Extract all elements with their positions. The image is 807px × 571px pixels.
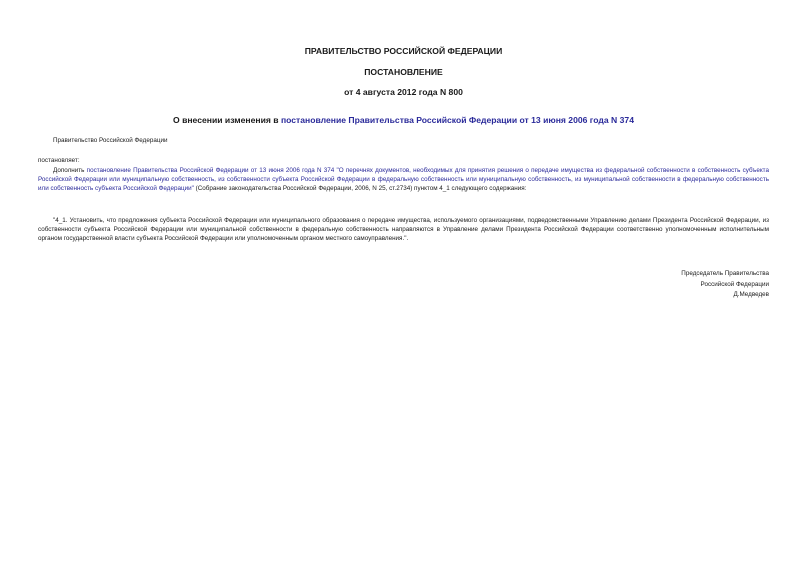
para1-start: Дополнить [53, 167, 87, 174]
paragraph-amendment [38, 166, 769, 193]
resolution-374-link[interactable]: постановление Правительства Российской Федерации от 13 июня 2006 года N 374 "О перечнях документов, необходимых для принятия решения о передаче имущества из федеральной собственности в собственность субъекта Российской Федерации или муниципальную собственность, из собственности субъекта Российской Федерации в федеральную собственность или муниципальную собственность, из муниципальной собственности в федеральную собственность или собственность субъекта Российской Федерации" [38, 167, 769, 192]
document-type: ПОСТАНОВЛЕНИЕ [364, 67, 443, 77]
title-link[interactable]: постановление Правительства Российской Федерации от 13 июня 2006 года N 374 [280, 115, 634, 125]
signature-position-line2: Российской Федерации [700, 281, 769, 288]
signature-name: Д.Медведев [733, 291, 769, 298]
paragraph-point-4-1: "4_1. Установить, что предложения субъекта Российской Федерации или муниципального образования о передаче имущества, используемого организациями, подведомственными Управлению делами Президента Российской Федерации, из собственности субъекта Российской Федерации или муниципальной собственности в федеральную собственность направляются в Управление делами Президента Российской Федерации соответственно уполномоченным исполнительным органом государственной власти субъекта Российской Федерации или уполномоченным органом местного самоуправления.". [38, 217, 769, 242]
government-line: Правительство Российской Федерации [53, 137, 168, 144]
para1-end: (Собрание законодательства Российской Федерации, 2006, N 25, ст.2734) пунктом 4_1 следующего содержания: [193, 185, 527, 192]
document-page [38, 0, 769, 571]
signature-position-line1: Председатель Правительства [681, 270, 769, 277]
document-title [38, 115, 769, 126]
date-and-number: от 4 августа 2012 года N 800 [344, 87, 463, 97]
title-prefix: О внесении изменения в [173, 115, 281, 125]
government-heading: ПРАВИТЕЛЬСТВО РОССИЙСКОЙ ФЕДЕРАЦИИ [304, 46, 503, 56]
resolves-line: постановляет: [38, 157, 80, 164]
